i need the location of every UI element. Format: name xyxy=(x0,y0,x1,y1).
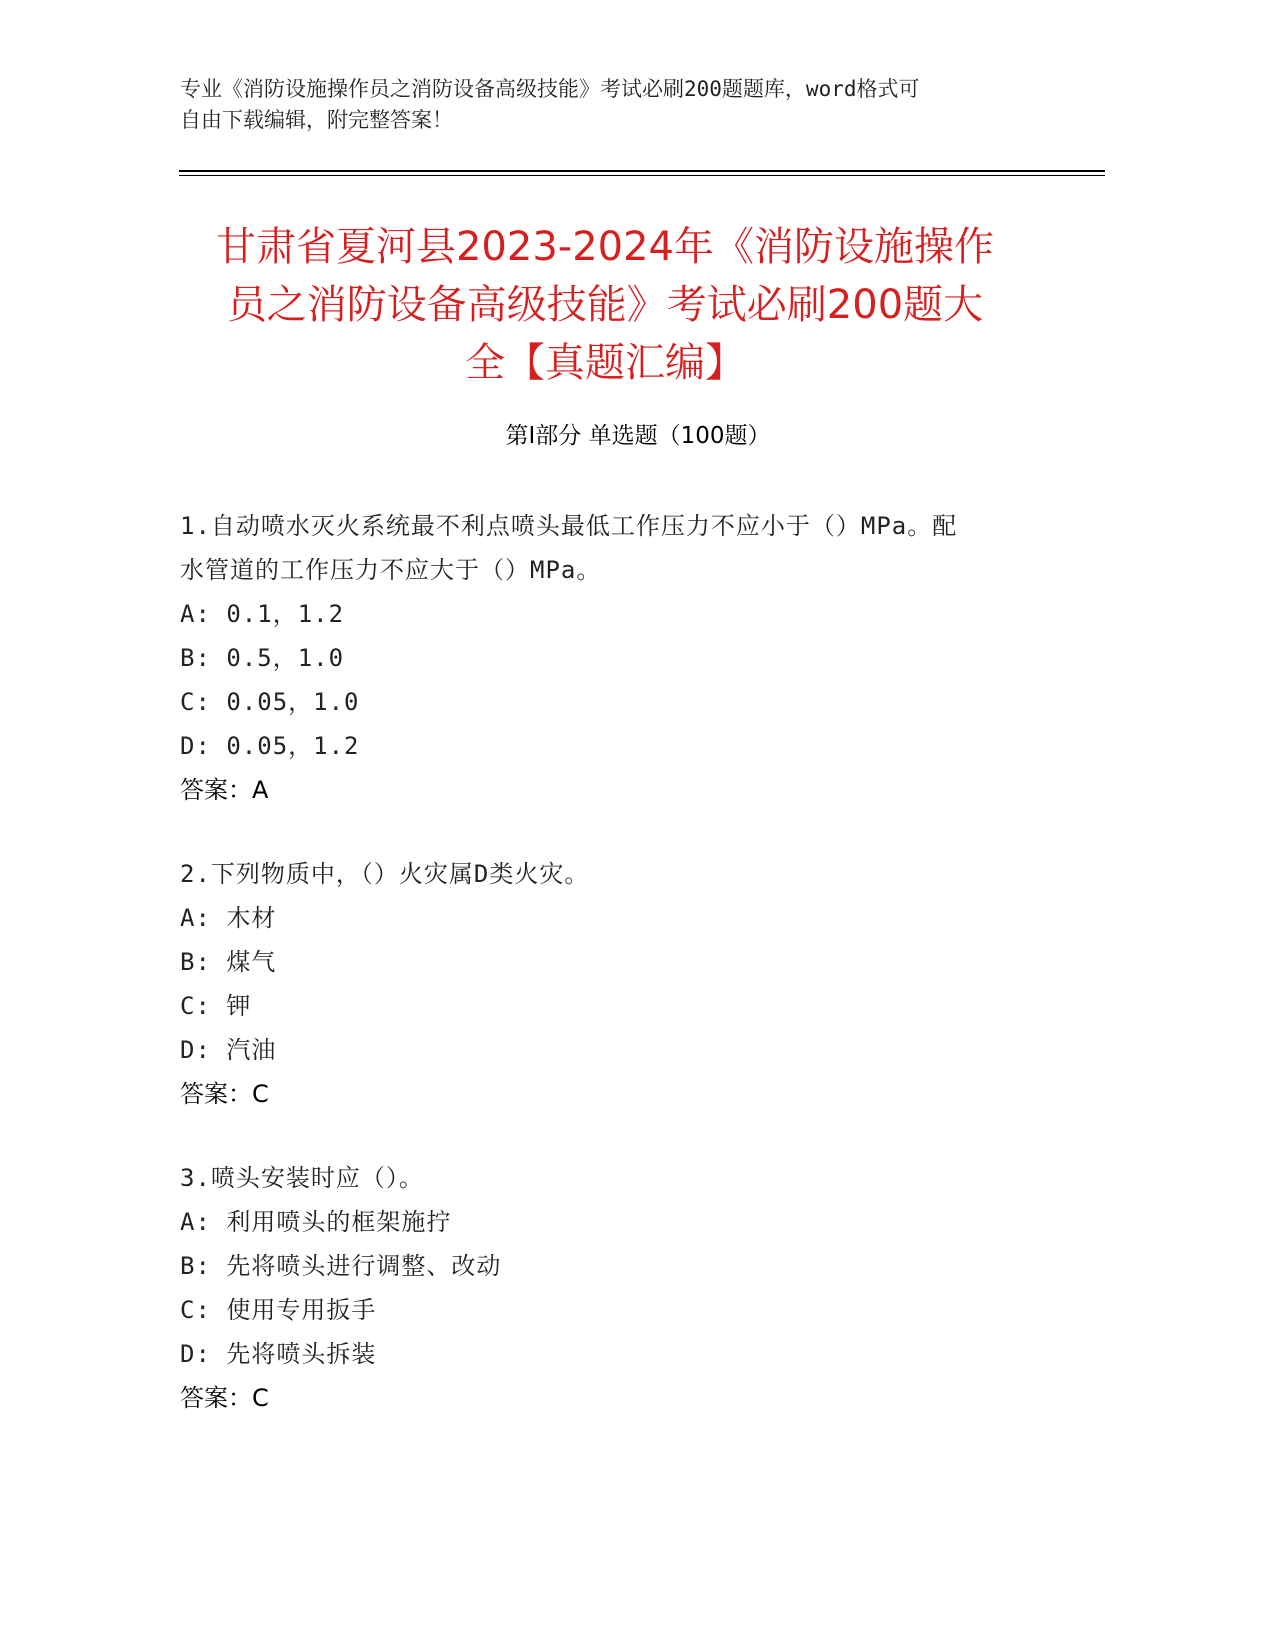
question-1-option-c: C: 0.05，1.0 xyxy=(180,688,360,716)
question-1-option-b: B: 0.5，1.0 xyxy=(180,644,345,672)
document-title-line-3: 全【真题汇编】 xyxy=(465,340,745,386)
question-2-option-d: D: 汽油 xyxy=(180,1036,277,1064)
question-3-option-c: C: 使用专用扳手 xyxy=(180,1296,377,1324)
question-3-answer: 答案：C xyxy=(180,1384,269,1412)
document-title-line-2: 员之消防设备高级技能》考试必刷200题大 xyxy=(226,282,984,328)
question-1-stem-line-2: 水管道的工作压力不应大于（）MPa。 xyxy=(180,556,602,584)
document-title-line-1: 甘肃省夏河县2023-2024年《消防设施操作 xyxy=(215,224,995,270)
question-2-stem: 2.下列物质中，（）火灾属D类火灾。 xyxy=(180,860,590,888)
question-2-answer: 答案：C xyxy=(180,1080,269,1108)
document-title xyxy=(180,218,1030,392)
header-divider-thin xyxy=(179,175,1105,176)
header-note-line-2: 自由下载编辑，附完整答案！ xyxy=(180,108,453,132)
question-2-option-a: A: 木材 xyxy=(180,904,277,932)
question-2-option-c: C: 钾 xyxy=(180,992,252,1020)
header-divider-thick xyxy=(179,170,1105,172)
question-1-option-d: D: 0.05，1.2 xyxy=(180,732,360,760)
question-3-option-b: B: 先将喷头进行调整、改动 xyxy=(180,1252,502,1280)
question-2-option-b: B: 煤气 xyxy=(180,948,277,976)
question-3-stem: 3.喷头安装时应（）。 xyxy=(180,1164,424,1192)
header-note xyxy=(180,74,1040,136)
question-1-stem-line-1: 1.自动喷水灭火系统最不利点喷头最低工作压力不应小于（）MPa。配 xyxy=(180,512,958,540)
section-heading: 第Ⅰ部分 单选题（100题） xyxy=(505,423,771,449)
question-3-option-a: A: 利用喷头的框架施拧 xyxy=(180,1208,452,1236)
question-2 xyxy=(180,852,1040,1116)
question-3-option-d: D: 先将喷头拆装 xyxy=(180,1340,377,1368)
question-1 xyxy=(180,504,1040,812)
question-1-option-a: A: 0.1，1.2 xyxy=(180,600,345,628)
question-3 xyxy=(180,1156,1040,1420)
header-note-line-1: 专业《消防设施操作员之消防设备高级技能》考试必刷200题题库，word格式可 xyxy=(180,77,920,101)
question-1-answer: 答案：A xyxy=(180,776,269,804)
